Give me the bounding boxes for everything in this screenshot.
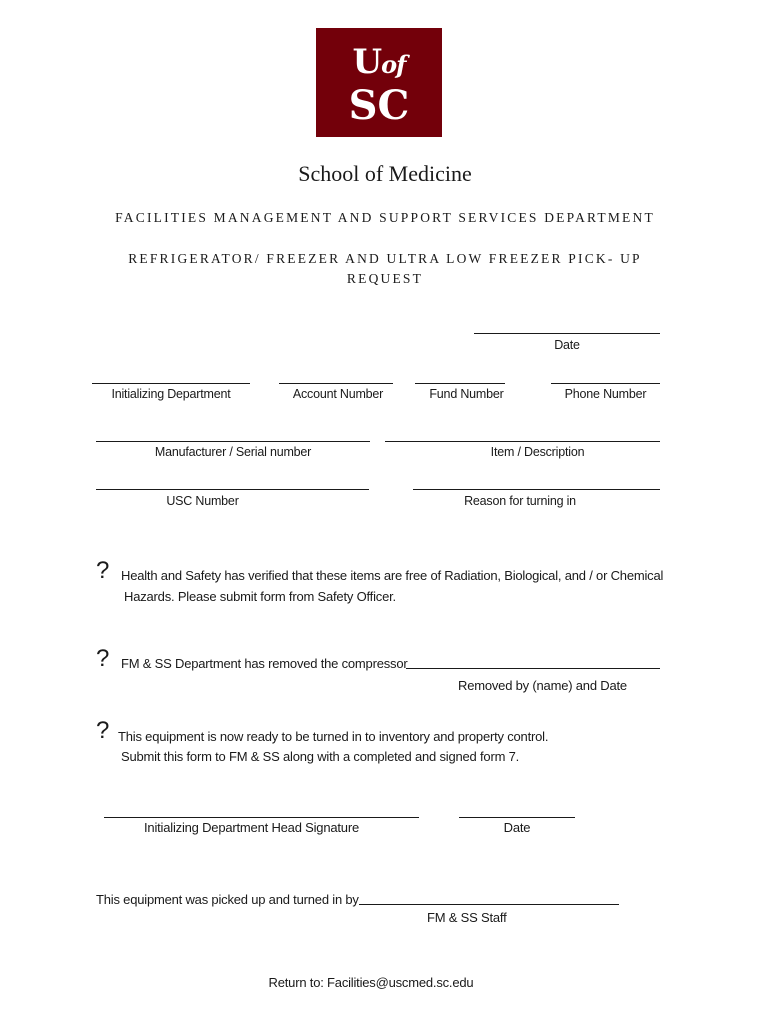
item-description-line[interactable] [385, 441, 660, 442]
form-title-line2: REQUEST [346, 271, 424, 286]
account-number-label: Account Number [292, 387, 384, 401]
fund-number-label: Fund Number [429, 387, 504, 401]
fund-number-line[interactable] [415, 383, 505, 384]
ready-inventory-text-line1: This equipment is now ready to be turned in to inventory and property control. [118, 729, 549, 744]
logo-line2: SC [348, 82, 410, 129]
date-label: Date [554, 338, 580, 352]
removed-by-label: Removed by (name) and Date [458, 678, 627, 693]
phone-number-label: Phone Number [564, 387, 647, 401]
reason-label: Reason for turning in [464, 494, 576, 508]
ready-inventory-text-line2: Submit this form to FM & SS along with a completed and signed form 7. [121, 749, 520, 764]
initializing-department-line[interactable] [92, 383, 250, 384]
manufacturer-serial-line[interactable] [96, 441, 370, 442]
department-title: FACILITIES MANAGEMENT AND SUPPORT SERVICES DEPARTMENT [115, 210, 655, 225]
date-field-line[interactable] [474, 333, 660, 334]
checkbox-health-safety[interactable]: ? [96, 557, 110, 584]
pickup-staff-line[interactable] [359, 904, 619, 905]
head-signature-label: Initializing Department Head Signature [144, 820, 359, 835]
school-title: School of Medicine [298, 161, 472, 186]
manufacturer-serial-label: Manufacturer / Serial number [154, 445, 312, 459]
pickup-staff-label: FM & SS Staff [427, 910, 507, 925]
item-description-label: Item / Description [490, 445, 585, 459]
pickup-text: This equipment was picked up and turned in by [96, 892, 359, 907]
return-to-text: Return to: Facilities@uscmed.sc.edu [268, 975, 474, 990]
signature-date-line[interactable] [459, 817, 575, 818]
checkbox-ready-inventory[interactable]: ? [96, 717, 110, 744]
health-safety-text-line1: Health and Safety has verified that these items are free of Radiation, Biological, and / or Chemical [121, 568, 664, 583]
health-safety-text-line2: Hazards. Please submit form from Safety Officer. [124, 589, 396, 604]
head-signature-line[interactable] [104, 817, 419, 818]
checkbox-compressor[interactable]: ? [96, 645, 110, 672]
signature-date-label: Date [503, 820, 531, 835]
usc-number-line[interactable] [96, 489, 369, 490]
logo-line1: Uof [352, 42, 406, 82]
usc-logo [316, 28, 442, 137]
compressor-text: FM & SS Department has removed the compressor [121, 656, 408, 671]
reason-line[interactable] [413, 489, 660, 490]
usc-number-label: USC Number [166, 494, 239, 508]
phone-number-line[interactable] [551, 383, 660, 384]
account-number-line[interactable] [279, 383, 393, 384]
form-title-line1: REFRIGERATOR/ FREEZER AND ULTRA LOW FREEZER PICK- UP [128, 251, 642, 266]
initializing-department-label: Initializing Department [111, 387, 231, 401]
removed-by-line[interactable] [406, 668, 660, 669]
